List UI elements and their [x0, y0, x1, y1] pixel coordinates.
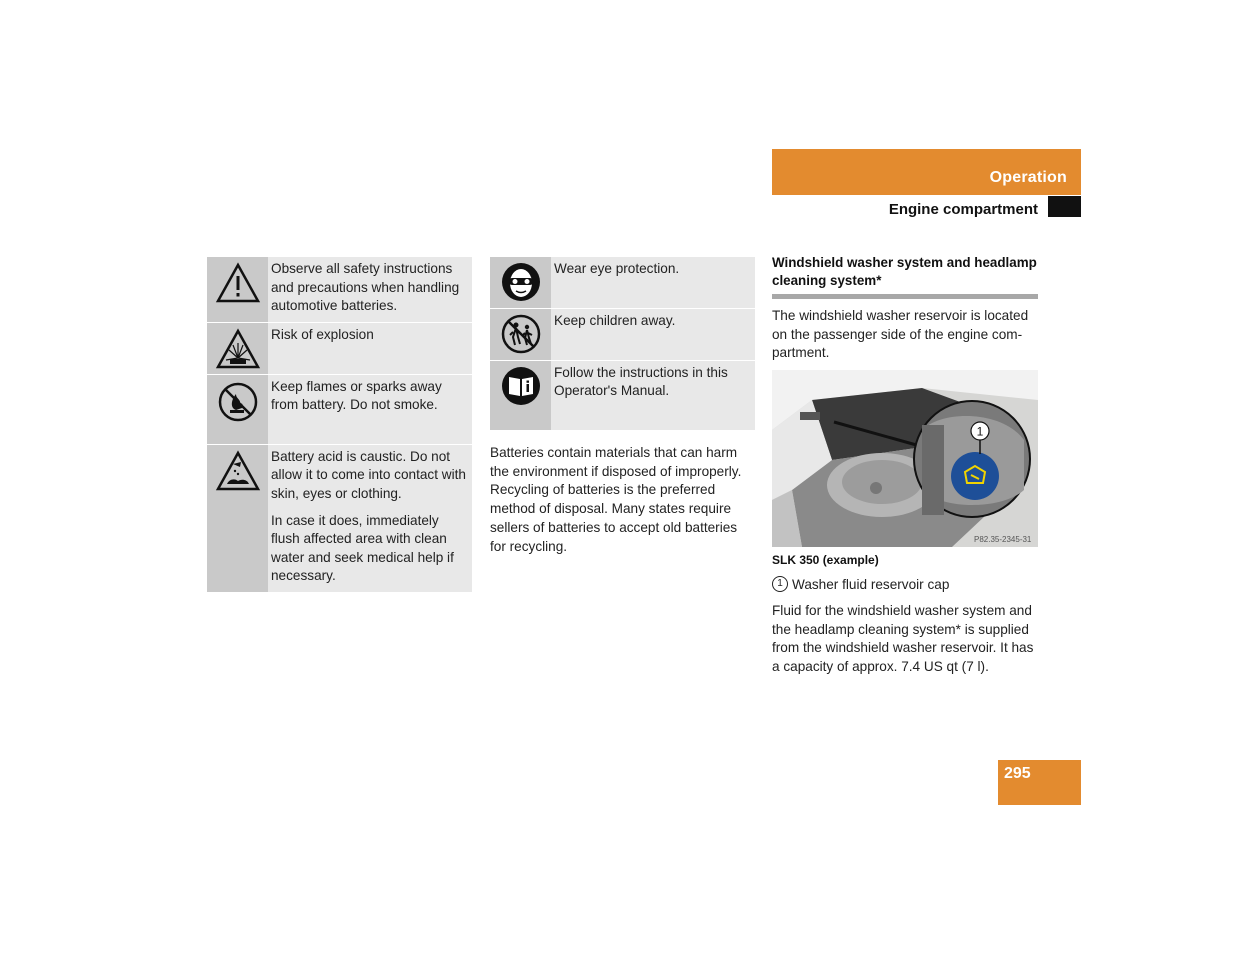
icon-cell [207, 322, 268, 374]
table-row [490, 257, 755, 308]
text-cell [551, 308, 755, 360]
table-row [207, 322, 472, 374]
row-text: Keep flames or sparks away from battery. Do not smoke. [271, 378, 442, 413]
no-flames-icon [207, 380, 268, 424]
text-cell [551, 360, 755, 430]
washer-intro-text: The windshield washer reservoir is located on the passenger side of the engine com-partment. [772, 308, 1029, 361]
page-number-box [998, 760, 1081, 805]
recycling-paragraph [490, 444, 756, 556]
text-cell [551, 257, 755, 308]
table-row [207, 374, 472, 444]
section-title: Operation [989, 169, 1067, 186]
row-text: Wear eye protection. [554, 261, 680, 276]
legend-number: 1 [772, 576, 788, 592]
warning-triangle-icon [207, 262, 268, 304]
photo-legend [772, 576, 949, 592]
recycling-text: Batteries contain materials that can harm the environment if disposed of improperly. Recycling of batteries is the preferred method of disposal. Many states require sellers of batteries to accept old batteries for recycling. [490, 445, 742, 554]
acid-caustic-icon [207, 450, 268, 492]
washer-section-title: Windshield washer system and headlamp cleaning system* [772, 254, 1038, 299]
table-row [207, 444, 472, 592]
battery-safety-table [207, 257, 472, 592]
subsection-bar [772, 196, 1048, 218]
icon-cell [207, 444, 268, 592]
engine-compartment-photo [772, 370, 1038, 547]
row-text: Risk of explosion [271, 326, 374, 342]
icon-cell [490, 360, 551, 430]
photo-caption: SLK 350 (example) [772, 553, 879, 567]
icon-cell [207, 374, 268, 444]
text-cell [268, 322, 472, 374]
header-section-bar [772, 149, 1081, 195]
washer-body-paragraph [772, 602, 1040, 677]
page-number: 295 [1004, 765, 1031, 782]
row-text: In case it does, immediately flush affected area with clean water and seek medical help if necessary. [271, 512, 454, 584]
icon-cell [490, 257, 551, 308]
header-marker [1048, 196, 1081, 217]
text-cell [268, 374, 472, 444]
battery-symbols-table [490, 257, 755, 430]
subsection-title: Engine compartment [888, 201, 1038, 218]
table-row [490, 308, 755, 360]
engine-photo-illustration [772, 370, 1038, 547]
legend-text: Washer fluid reservoir cap [792, 576, 950, 592]
icon-cell [207, 257, 268, 322]
eye-protection-icon [490, 261, 551, 303]
table-row [207, 257, 472, 322]
keep-children-away-icon [490, 313, 551, 355]
photo-code: P82.35-2345-31 [974, 535, 1032, 544]
washer-intro-paragraph [772, 307, 1040, 363]
operators-manual-icon [490, 365, 551, 407]
row-text: Follow the instructions in this Operator's Manual. [554, 364, 728, 399]
icon-cell [490, 308, 551, 360]
text-cell [268, 257, 472, 322]
row-text: Observe all safety instructions and precautions when handling automotive batteries. [271, 261, 460, 314]
photo-callout-number: 1 [976, 424, 984, 439]
row-text: Keep children away. [554, 312, 676, 328]
washer-body-text: Fluid for the windshield washer system and the headlamp cleaning system* is supplied from the windshield washer reservoir. It has a capacity of approx. 7.4 US qt (7 l). [772, 603, 1034, 675]
table-row [490, 360, 755, 430]
text-cell [268, 444, 472, 592]
explosion-warning-icon [207, 328, 268, 370]
row-text: Battery acid is caustic. Do not allow it to come into contact with skin, eyes or clothing. [271, 448, 466, 501]
